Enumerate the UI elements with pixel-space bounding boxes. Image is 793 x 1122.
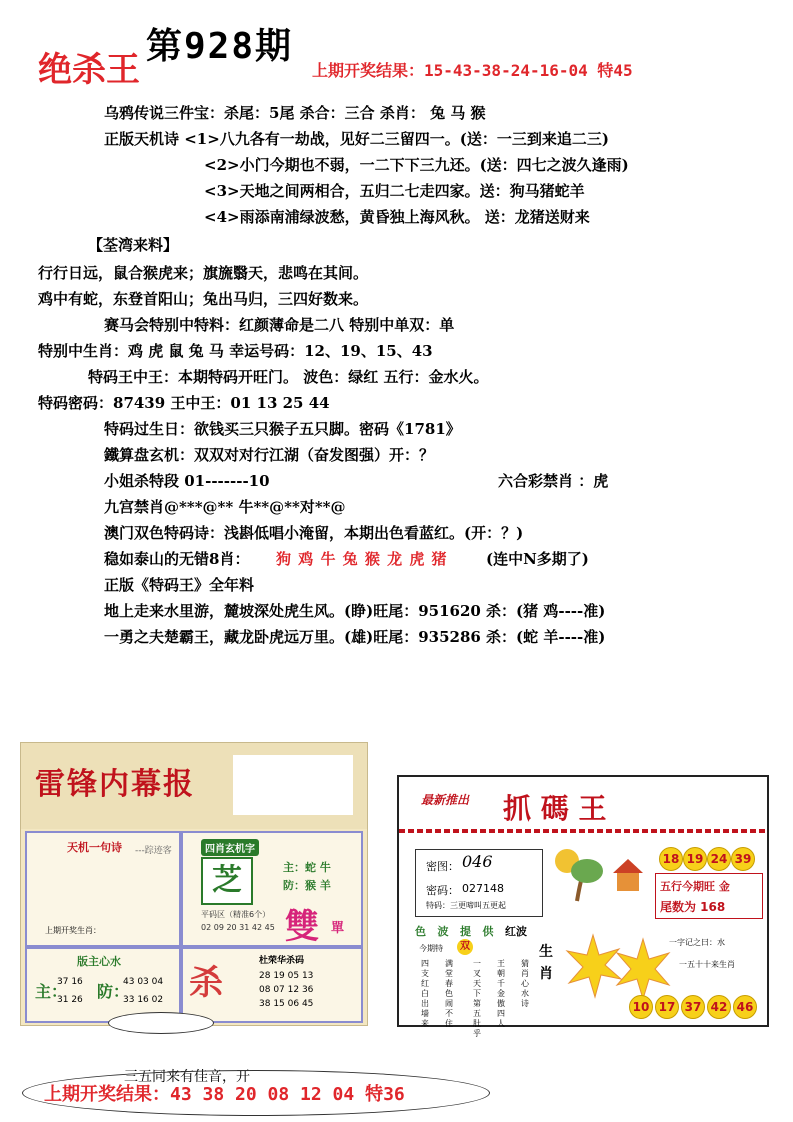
tag-ti: 提 — [460, 925, 471, 938]
poster-header — [21, 743, 367, 829]
riddle-panel — [25, 831, 181, 947]
line-3: <2>小门今期也不弱，一二下下三九还。(送：四七之波久逢雨) — [204, 156, 629, 174]
ball-bottom-2: 17 — [655, 995, 679, 1019]
ball-bottom-3: 37 — [681, 995, 705, 1019]
password-value: 027148 — [462, 882, 504, 895]
wuxing-text: 五行今期旺 金 — [660, 880, 730, 893]
line-6: 行行日远，鼠合猴虎来；旗旒翳天，悲鸣在其间。 — [38, 264, 369, 282]
riddle-author: ---踪迹客 — [135, 846, 172, 856]
zodiac-zhu: 主：蛇 牛 — [283, 861, 331, 874]
zodiac-text: 一五十十来生肖 — [679, 960, 735, 969]
line-18c: (连中N多期了) — [486, 550, 589, 568]
password-label: 密码： — [426, 884, 459, 897]
zodiac-panel — [181, 831, 363, 947]
footer-prev-result: 上期开奖结果：43 38 20 08 12 04 特36 — [44, 1084, 405, 1105]
riddle-title: 天机一句诗 — [67, 841, 122, 854]
line-9: 特别中生肖：鸡 虎 鼠 兔 马 幸运号码：12、19、15、43 — [38, 342, 433, 360]
sheng-char: 生 — [539, 944, 553, 960]
line-1: 乌鸦传说三件宝：杀尾：5尾 杀合：三合 杀肖： 兔 马 猴 — [104, 104, 486, 122]
poster-r-subtitle: 最新推出 — [421, 793, 470, 807]
pingma-nums: 02 09 20 31 42 45 — [201, 923, 275, 932]
mima-value: 046 — [462, 852, 493, 871]
line-14: 小姐杀特段 01-------10 — [104, 472, 270, 490]
column-3: 一叉天下第五肚乎 — [473, 959, 481, 1038]
weishu-text: 尾数为 168 — [660, 900, 726, 914]
ball-top-4: 39 — [731, 847, 755, 871]
issue-number: 第928期 — [146, 26, 294, 67]
sha-char: 杀 — [189, 963, 223, 1003]
line-19: 正版《特码王》全年料 — [104, 576, 255, 594]
boss-nums-a2: 37 16 — [57, 977, 83, 987]
ball-top-2: 19 — [683, 847, 707, 871]
ball-top-3: 24 — [707, 847, 731, 871]
line-12: 特码过生日：欲钱买三只猴子五只脚。密码《1781》 — [104, 420, 461, 438]
tag-bo: 波 — [437, 925, 449, 938]
boss-nums-c: 33 16 02 — [123, 995, 164, 1005]
line-13: 鐵算盘玄机：双双对对行江湖（奋发图强）开：？ — [104, 446, 435, 464]
line-8: 赛马会特别中特料：红颜薄命是二八 特别中单双：单 — [104, 316, 455, 334]
prev-result-top: 上期开奖结果：15-43-38-24-16-04 特45 — [312, 61, 633, 80]
tree-house-illustration — [547, 841, 647, 911]
zodiac-fang: 防：猴 羊 — [283, 879, 331, 892]
ball-bottom-1: 10 — [629, 995, 653, 1019]
line-2: 正版天机诗 <1>八九各有一劫战，见好二三留四一。(送：一三到来追二三) — [104, 130, 609, 148]
line-15: 六合彩禁肖 ：虎 — [498, 472, 609, 490]
line-7: 鸡中有蛇，东登首阳山；兔出马归，三四好数来。 — [38, 290, 369, 308]
ball-bottom-5: 46 — [733, 995, 757, 1019]
poster-blank-box — [233, 755, 353, 815]
line-20: 地上走来水里游，麓坡深处虎生风。(睁)旺尾：951620 杀：(猪 鸡----准) — [104, 602, 606, 620]
zodiac-box-title: 四肖玄机字 — [201, 839, 259, 856]
wuxing-box — [655, 873, 763, 919]
column-5: 猜肖心水诗 — [521, 959, 529, 1008]
boss-title: 版主心水 — [77, 955, 121, 968]
brand-title: 绝杀王 — [38, 50, 140, 90]
xiao-char: 肖 — [539, 966, 553, 982]
kill-row-2: 08 07 12 36 — [259, 985, 314, 995]
shuang-char: 雙 — [285, 907, 319, 947]
mima-panel — [415, 849, 543, 917]
boss-zhu: 主： — [35, 982, 68, 1001]
line-18b-zodiacs: 狗 鸡 牛 兔 猴 龙 虎 猪 — [276, 550, 448, 568]
poster-leifeng — [20, 742, 368, 1026]
poster-r-title: 抓 碼 王 — [503, 792, 607, 825]
kill-row-3: 38 15 06 45 — [259, 999, 314, 1009]
pingma-label: 平码区（精准6个） — [201, 910, 271, 919]
zodiac-char: 芝 — [201, 857, 253, 905]
tag-color: 红波 — [505, 925, 527, 938]
column-4: 王朝千金傲四人 — [497, 959, 505, 1028]
line-5: <4>雨添南浦绿波愁，黄昏独上海风秋。 送：龙猪送财来 — [204, 208, 590, 226]
ball-top-1: 18 — [659, 847, 683, 871]
tema-label: 特码：三更啼叫五更起 — [426, 901, 506, 910]
boss-nums-a: 31 26 — [57, 995, 83, 1005]
boss-nums-b: 43 03 04 — [123, 977, 164, 987]
kill-title: 杜荣华杀码 — [259, 956, 305, 966]
tag-se: 色 — [415, 925, 426, 938]
footer-note: 三五同来有佳音，开 — [124, 1069, 250, 1085]
jinqi-label: 今期特 — [419, 944, 443, 953]
kill-row-1: 28 19 05 13 — [259, 971, 314, 981]
column-1: 四支红白出墙来 — [421, 959, 429, 1028]
starburst-decoration — [563, 933, 673, 1003]
dan-char: 單 — [331, 921, 345, 936]
jinqi-value: 双 — [457, 939, 473, 955]
column-2: 满堂春色闹不住 — [445, 959, 453, 1028]
tag-row — [415, 923, 527, 939]
line-10: 特码王中王：本期特码开旺门。 波色：绿红 五行：金水火。 — [88, 368, 489, 386]
line-18a: 稳如泰山的无错8肖： — [104, 550, 250, 568]
section-heading: 【荃湾来料】 — [88, 236, 179, 254]
line-4: <3>天地之间两相合，五归二七走四家。送：狗马猪蛇羊 — [204, 182, 585, 200]
oval-bubble — [108, 1012, 214, 1034]
ball-bottom-4: 42 — [707, 995, 731, 1019]
poster-title: 雷锋内幕报 — [35, 767, 195, 802]
kill-panel — [181, 947, 363, 1023]
yizi-label: 一字记之曰：水 — [669, 938, 725, 947]
tag-gong: 供 — [482, 925, 494, 938]
boss-fang: 防： — [97, 982, 130, 1001]
line-11: 特码密码：87439 王中王：01 13 25 44 — [38, 394, 330, 412]
mima-label: 密图： — [426, 860, 459, 873]
line-21: 一勇之夫楚霸王，藏龙卧虎远万里。(雄)旺尾：935286 杀：(蛇 羊----准) — [104, 628, 606, 646]
line-17: 澳门双色特码诗：浅斟低唱小淹留，本期出色看蓝红。(开：？) — [104, 524, 524, 542]
riddle-note: 上期开奖生肖： — [45, 926, 101, 935]
red-divider — [399, 829, 767, 833]
poster-zhuama — [397, 775, 769, 1038]
line-16: 九宫禁肖@***@** 牛**@**对**@ — [104, 498, 346, 516]
